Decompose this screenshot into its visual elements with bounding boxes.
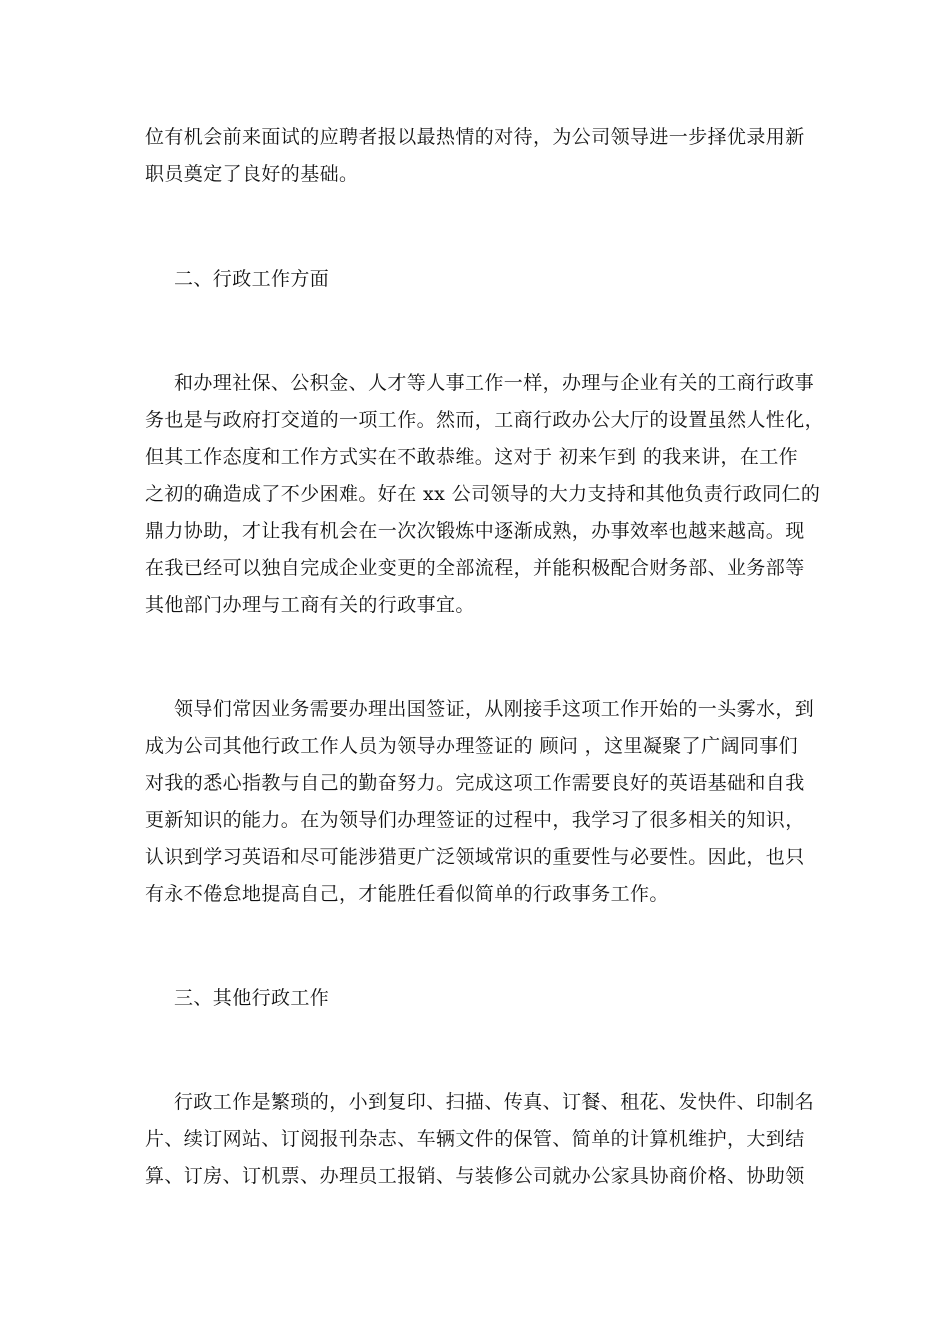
admin-p2-line-4: 更新知识的能力。在为领导们办理签证的过程中，我学习了很多相关的知识，	[145, 809, 805, 831]
intro-line-1: 位有机会前来面试的应聘者报以最热情的对待，为公司领导进一步择优录用新	[145, 126, 805, 148]
admin-p2-line-1: 领导们常因业务需要办理出国签证，从刚接手这项工作开始的一头雾水，到	[174, 698, 815, 720]
admin-p2-line-3: 对我的悉心指教与自己的勤奋努力。完成这项工作需要良好的英语基础和自我	[145, 772, 805, 794]
admin-p1-line-3: 但其工作态度和工作方式实在不敢恭维。这对于 初来乍到 的我来讲，在工作	[145, 446, 799, 468]
section-heading-other: 三、其他行政工作	[174, 987, 330, 1009]
admin-p2-line-5: 认识到学习英语和尽可能涉猎更广泛领域常识的重要性与必要性。因此，也只	[145, 846, 805, 868]
admin-p1-line-2: 务也是与政府打交道的一项工作。然而，工商行政办公大厅的设置虽然人性化，	[145, 409, 825, 431]
intro-line-2: 职员奠定了良好的基础。	[145, 163, 359, 185]
admin-p2-line-2: 成为公司其他行政工作人员为领导办理签证的 顾问 ，这里凝聚了广阔同事们	[145, 735, 799, 757]
admin-p1-line-7: 其他部门办理与工商有关的行政事宜。	[145, 594, 475, 616]
admin-p1-line-6: 在我已经可以独自完成企业变更的全部流程，并能积极配合财务部、业务部等	[145, 557, 805, 579]
admin-p1-line-1: 和办理社保、公积金、人才等人事工作一样，办理与企业有关的工商行政事	[174, 372, 815, 394]
other-p-line-3: 算、订房、订机票、办理员工报销、与装修公司就办公家具协商价格、协助领	[145, 1165, 805, 1187]
other-p-line-1: 行政工作是繁琐的，小到复印、扫描、传真、订餐、租花、发快件、印制名	[174, 1091, 815, 1113]
admin-p2-line-6: 有永不倦怠地提高自己，才能胜任看似简单的行政事务工作。	[145, 883, 669, 905]
other-p-line-2: 片、续订网站、订阅报刊杂志、车辆文件的保管、简单的计算机维护，大到结	[145, 1128, 805, 1150]
admin-p1-line-5: 鼎力协助，才让我有机会在一次次锻炼中逐渐成熟，办事效率也越来越高。现	[145, 520, 805, 542]
section-heading-admin: 二、行政工作方面	[174, 268, 330, 290]
admin-p1-line-4: 之初的确造成了不少困难。好在 xx 公司领导的大力支持和其他负责行政同仁的	[145, 483, 821, 505]
